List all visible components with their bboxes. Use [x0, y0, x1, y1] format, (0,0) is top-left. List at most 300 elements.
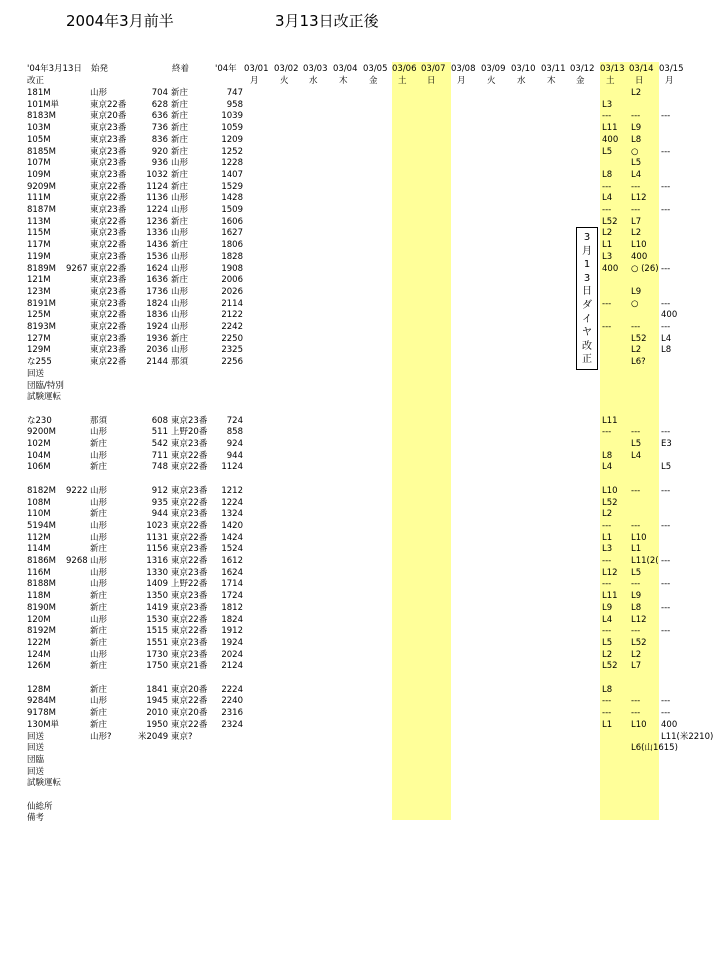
row-arrival-time: 2325 [221, 345, 243, 356]
row-departure-time: 748 [151, 462, 168, 473]
row-train-number: 102M [27, 439, 51, 449]
row-day-0313-cell: L4 [602, 193, 613, 204]
day-header-weekday: 月 [250, 76, 259, 86]
day-header-date: 03/05 [363, 64, 388, 74]
revision-note-char: ダ [582, 300, 592, 311]
row-departure-time: 1824 [146, 298, 168, 309]
row-destination: 東京22番 [171, 532, 208, 543]
row-departure-time: 1224 [146, 205, 168, 215]
row-destination: 東京23番 [171, 649, 208, 660]
row-arrival-time: 1509 [221, 205, 243, 215]
row-arrival-time: 1228 [221, 158, 243, 169]
row-origin: 山形 [90, 567, 108, 578]
row-origin: 新庄 [90, 719, 108, 730]
row-day-0313-cell: L8 [602, 684, 613, 695]
row-origin: 新庄 [90, 439, 108, 449]
row-arrival-time: 1407 [221, 169, 243, 180]
revision-note-char: 月 [582, 245, 592, 257]
day-header-weekday: 火 [280, 76, 289, 86]
row-day-0313-cell: L52 [602, 497, 618, 508]
row-destination: 東京23番 [171, 591, 208, 602]
row-day-0313-cell: L1 [602, 240, 613, 251]
row-origin: 新庄 [90, 626, 108, 637]
row-arrival-time: 2316 [221, 708, 243, 719]
row-day-0315-cell: --- [661, 205, 671, 215]
row-departure-time: 608 [151, 415, 168, 426]
row-day-0315-cell: 400 [661, 719, 678, 730]
row-destination: 東京22番 [171, 450, 208, 461]
row-arrival-time: 2256 [221, 357, 243, 368]
revision-note-char: 3 [583, 272, 591, 284]
row-train-number: 125M [27, 310, 51, 321]
row-day-0313-cell: L11 [602, 415, 618, 426]
row-departure-time: 912 [151, 485, 168, 496]
row-origin: 東京23番 [90, 134, 127, 145]
row-destination: 新庄 [171, 99, 189, 110]
row-train-number: 8182M [27, 485, 56, 496]
row-day-0313-cell: --- [602, 181, 612, 192]
row-destination: 上野20番 [171, 427, 208, 438]
row-departure-time: 1350 [146, 591, 168, 602]
day-header-date: 03/04 [333, 64, 358, 74]
row-day-0315-cell: 400 [661, 310, 678, 321]
row-destination: 東京23番 [171, 544, 208, 555]
row-day-0315-cell: --- [661, 181, 671, 192]
row-day-0313-cell: L2 [602, 509, 613, 520]
page-subtitle: 3月13日改正後 [275, 12, 379, 30]
row-origin: 東京23番 [90, 123, 127, 134]
row-origin: 新庄 [90, 591, 108, 602]
day-header-weekday: 金 [369, 76, 378, 86]
row-departure-time: 1436 [146, 240, 168, 251]
day-header-weekday: 日 [635, 76, 644, 86]
row-day-0315-cell: --- [661, 427, 671, 438]
day-header-date: 03/07 [421, 64, 446, 74]
row-origin: 新庄 [90, 462, 108, 473]
row-train-number: 120M [27, 614, 51, 625]
row-day-0313-cell: L12 [602, 567, 618, 578]
row-day-0313-cell: L10 [602, 485, 618, 496]
row-day-0313-cell: L8 [602, 450, 613, 461]
row-day-0315-cell: E3 [661, 439, 672, 449]
row-day-0313-cell: --- [602, 579, 612, 590]
row-origin: 東京23番 [90, 146, 127, 157]
row-train-number: 101M単 [27, 99, 60, 110]
row-arrival-time: 1039 [221, 111, 243, 122]
row-origin: 東京23番 [90, 158, 127, 169]
revision-note-char: 改 [582, 340, 592, 352]
row-destination: 那須 [171, 357, 189, 368]
row-departure-time: 1950 [146, 719, 168, 730]
day-header-date: 03/12 [570, 64, 595, 74]
row-departure-time: 935 [151, 497, 168, 508]
row-departure-time: 2010 [146, 708, 168, 719]
row-destination: 山形 [171, 345, 189, 356]
day-header-weekday: 火 [487, 76, 496, 86]
row-departure-time: 936 [151, 158, 168, 169]
day-header-weekday: 土 [398, 76, 407, 86]
row-arrival-time: 724 [226, 415, 243, 426]
row-destination: 山形 [171, 286, 189, 297]
row-destination: 新庄 [171, 169, 189, 180]
row-day-0314-cell: --- [631, 579, 641, 590]
row-day-0314-cell: L5 [631, 158, 642, 169]
row-train-number: 121M [27, 275, 51, 286]
row-day-0313-cell: --- [602, 626, 612, 637]
row-departure-time: 1841 [146, 684, 168, 695]
row-day-0313-cell: --- [602, 696, 612, 707]
row-departure-time: 1945 [146, 696, 168, 707]
row-train-number: 117M [27, 240, 51, 251]
row-destination: 東京20番 [171, 708, 208, 719]
row-destination: 山形 [171, 228, 189, 239]
day-header-weekday: 木 [547, 76, 556, 86]
row-origin: 新庄 [90, 544, 108, 555]
row-train-number: 8188M [27, 579, 56, 590]
row-destination: 東京22番 [171, 520, 208, 531]
row-destination: 東京22番 [171, 556, 208, 566]
day-header-date: 03/08 [451, 64, 476, 74]
revision-note-char: 3 [583, 232, 591, 243]
row-day-0314-cell: --- [631, 111, 641, 122]
row-day-0314-cell: L2 [631, 649, 642, 660]
row-day-0313-cell: L2 [602, 228, 613, 239]
row-destination: 東京22番 [171, 614, 208, 625]
row-arrival-time: 1714 [221, 579, 243, 590]
row-day-0314-cell: ○ (26) [631, 263, 659, 274]
row-origin: 山形 [90, 614, 108, 625]
row-destination: 東京20番 [171, 684, 208, 695]
row-destination: 新庄 [171, 134, 189, 145]
row-destination: 東京22番 [171, 497, 208, 508]
row-departure-time: 704 [151, 88, 168, 98]
row-day-0314-cell: L10 [631, 719, 647, 730]
row-day-0315-cell: --- [661, 111, 671, 122]
row-train-number: 123M [27, 286, 51, 297]
row-arrival-time: 2026 [221, 286, 243, 297]
revision-note-char: イ [582, 313, 592, 325]
row-day-0313-cell: L4 [602, 614, 613, 625]
row-arrival-time: 944 [226, 450, 243, 461]
row-departure-time: 米2049 [138, 731, 169, 742]
row-train-number: 8193M [27, 322, 56, 332]
row-day-0314-cell: L8 [631, 602, 642, 613]
day-header-date: 03/09 [481, 64, 506, 74]
row-origin: 東京23番 [90, 345, 127, 356]
row-destination: 山形 [171, 205, 189, 215]
row-day-0315-cell: --- [661, 708, 671, 719]
row-departure-time: 1924 [146, 322, 168, 332]
row-train-number: 8192M [27, 626, 56, 637]
row-day-0313-cell: --- [602, 520, 612, 531]
row-day-0314-cell: --- [631, 520, 641, 531]
row-origin: 東京23番 [90, 333, 127, 344]
row-train-number: 9284M [27, 696, 56, 707]
row-day-0313-cell: L2 [602, 649, 613, 660]
row-day-0315-cell: --- [661, 322, 671, 332]
row-day-0314-cell: L11(2( [631, 556, 659, 566]
row-origin: 東京23番 [90, 298, 127, 309]
row-day-0315-cell: --- [661, 696, 671, 707]
row-arrival-time: 1812 [221, 602, 243, 613]
row-train-number: 回送 [27, 368, 45, 379]
row-departure-time: 1419 [146, 602, 168, 613]
row-arrival-time: 2006 [221, 275, 243, 286]
row-destination: 東京23番 [171, 567, 208, 578]
row-alt-number: 9268 [66, 556, 88, 566]
row-day-0315-cell: --- [661, 146, 671, 157]
header-date-label: '04年3月13日 [27, 64, 82, 74]
row-origin: 東京23番 [90, 228, 127, 239]
row-day-0314-cell: L52 [631, 333, 647, 344]
row-train-number: 8190M [27, 602, 56, 613]
row-arrival-time: 1908 [221, 263, 243, 274]
row-day-0313-cell: L5 [602, 637, 613, 648]
row-day-0315-cell: L8 [661, 345, 672, 356]
row-train-number: な255 [27, 357, 52, 368]
row-arrival-time: 2324 [221, 719, 243, 730]
row-departure-time: 944 [151, 509, 168, 520]
row-departure-time: 1316 [146, 556, 168, 566]
row-origin: 那須 [90, 415, 108, 426]
row-origin: 東京23番 [90, 251, 127, 262]
row-train-number: 124M [27, 649, 51, 660]
row-origin: 東京22番 [90, 99, 127, 110]
day-header-weekday: 日 [427, 76, 436, 86]
row-train-number: 仙総所 [27, 801, 53, 812]
row-departure-time: 1236 [146, 216, 168, 227]
row-train-number: 130M単 [27, 719, 60, 730]
day-header-date: 03/02 [274, 64, 299, 74]
day-header-date: 03/01 [244, 64, 269, 74]
row-train-number: 9200M [27, 427, 56, 438]
row-train-number: 118M [27, 591, 51, 602]
row-origin: 新庄 [90, 661, 108, 672]
row-origin: 山形 [90, 696, 108, 707]
row-destination: 山形 [171, 251, 189, 262]
row-day-0313-cell: --- [602, 427, 612, 438]
row-destination: 新庄 [171, 88, 189, 98]
row-day-0313-cell: --- [602, 556, 612, 566]
row-day-0313-cell: L8 [602, 169, 613, 180]
row-day-0314-cell: --- [631, 427, 641, 438]
row-departure-time: 1750 [146, 661, 168, 672]
revision-note-char: 日 [582, 286, 592, 298]
row-origin: 東京22番 [90, 357, 127, 368]
row-arrival-time: 1724 [221, 591, 243, 602]
day-header-date: 03/15 [659, 64, 684, 74]
row-departure-time: 711 [151, 450, 168, 461]
row-destination: 新庄 [171, 333, 189, 344]
row-destination: 新庄 [171, 216, 189, 227]
row-departure-time: 2144 [146, 357, 168, 368]
row-arrival-time: 1529 [221, 181, 243, 192]
row-origin: 東京23番 [90, 205, 127, 215]
row-origin: 東京22番 [90, 216, 127, 227]
row-arrival-time: 2122 [221, 310, 243, 321]
row-origin: 東京22番 [90, 310, 127, 321]
row-origin: 東京22番 [90, 322, 127, 332]
row-departure-time: 1136 [146, 193, 168, 204]
row-origin: 東京22番 [90, 193, 127, 204]
row-departure-time: 2036 [146, 345, 168, 356]
row-train-number: 団臨/特別 [27, 380, 64, 391]
page-title: 2004年3月前半 [66, 12, 174, 30]
row-origin: 山形 [90, 532, 108, 543]
row-departure-time: 542 [151, 439, 168, 449]
row-day-0314-cell: L10 [631, 240, 647, 251]
row-origin: 東京22番 [90, 240, 127, 251]
row-day-0313-cell: L1 [602, 719, 613, 730]
row-day-0314-cell: L9 [631, 123, 642, 134]
row-origin: 山形 [90, 427, 108, 438]
row-day-0315-cell: --- [661, 520, 671, 531]
row-day-0313-cell: L52 [602, 661, 618, 672]
row-day-0315-cell: --- [661, 556, 671, 566]
row-origin: 新庄 [90, 684, 108, 695]
row-day-0314-cell: L52 [631, 637, 647, 648]
row-day-0314-cell: L7 [631, 661, 642, 672]
row-destination: 東京? [171, 731, 193, 742]
row-arrival-time: 1124 [221, 462, 243, 473]
row-train-number: 114M [27, 544, 51, 555]
row-arrival-time: 1612 [221, 556, 243, 566]
row-train-number: 8189M [27, 263, 56, 274]
row-arrival-time: 2124 [221, 661, 243, 672]
day-header-weekday: 土 [606, 76, 615, 86]
row-train-number: 回送 [27, 731, 45, 742]
row-day-0313-cell: L3 [602, 99, 613, 110]
row-train-number: 107M [27, 158, 51, 169]
row-destination: 東京23番 [171, 602, 208, 613]
row-day-0314-cell: L7 [631, 216, 642, 227]
row-departure-time: 1330 [146, 567, 168, 578]
row-origin: 東京23番 [90, 169, 127, 180]
row-day-0313-cell: 400 [602, 263, 619, 274]
row-departure-time: 1515 [146, 626, 168, 637]
row-origin: 山形 [90, 556, 108, 566]
row-destination: 新庄 [171, 275, 189, 286]
row-arrival-time: 1924 [221, 637, 243, 648]
row-day-0313-cell: --- [602, 708, 612, 719]
row-day-0314-cell: L9 [631, 286, 642, 297]
row-day-0314-cell: L9 [631, 591, 642, 602]
row-arrival-time: 2250 [221, 333, 243, 344]
row-departure-time: 1336 [146, 228, 168, 239]
row-day-0314-cell: L6? [631, 357, 646, 368]
row-train-number: 8191M [27, 298, 56, 309]
row-arrival-time: 2114 [221, 298, 243, 309]
row-departure-time: 1730 [146, 649, 168, 660]
row-destination: 山形 [171, 193, 189, 204]
row-day-0313-cell: L4 [602, 462, 613, 473]
row-day-0314-cell: L4 [631, 169, 642, 180]
row-day-0314-cell: L2 [631, 88, 642, 98]
row-train-number: 8185M [27, 146, 56, 157]
row-arrival-time: 924 [226, 439, 243, 449]
row-arrival-time: 1806 [221, 240, 243, 251]
row-departure-time: 1409 [146, 579, 168, 590]
row-train-number: 9178M [27, 708, 56, 719]
day-header-weekday: 木 [339, 76, 348, 86]
row-departure-time: 1936 [146, 333, 168, 344]
row-train-number: 試験運転 [27, 778, 62, 789]
day-header-date: 03/10 [511, 64, 536, 74]
row-train-number: 116M [27, 567, 51, 578]
row-day-0313-cell: L11 [602, 123, 618, 134]
row-origin: 山形 [90, 579, 108, 590]
row-destination: 新庄 [171, 146, 189, 157]
day-header-date: 03/11 [541, 64, 566, 74]
row-origin: 新庄 [90, 637, 108, 648]
row-arrival-time: 1828 [221, 251, 243, 262]
row-day-0314-cell: --- [631, 696, 641, 707]
row-day-0314-cell: --- [631, 322, 641, 332]
day-header-date: 03/13 [600, 64, 625, 74]
row-day-0313-cell: L52 [602, 216, 618, 227]
row-day-0313-cell: --- [602, 298, 612, 309]
row-arrival-time: 1224 [221, 497, 243, 508]
row-destination: 新庄 [171, 240, 189, 251]
row-origin: 東京22番 [90, 263, 127, 274]
row-day-0314-cell: L5 [631, 439, 642, 449]
day-header-date: 03/14 [629, 64, 654, 74]
row-train-number: 団臨 [27, 754, 45, 765]
row-arrival-time: 1420 [221, 520, 243, 531]
row-day-0314-cell: L6(山1615) [631, 743, 678, 754]
row-day-0314-cell: L2 [631, 228, 642, 239]
row-departure-time: 1624 [146, 263, 168, 274]
row-destination: 上野22番 [171, 579, 208, 590]
row-train-number: 110M [27, 509, 51, 520]
row-destination: 山形 [171, 310, 189, 321]
day-header-weekday: 月 [457, 76, 466, 86]
row-train-number: 9209M [27, 181, 56, 192]
revision-note-char: 1 [583, 259, 591, 271]
row-day-0314-cell: L2 [631, 345, 642, 356]
row-arrival-time: 2224 [221, 684, 243, 695]
row-day-0315-cell: L11(米2210) [661, 731, 714, 742]
row-day-0315-cell: --- [661, 602, 671, 613]
row-departure-time: 920 [151, 146, 168, 157]
row-day-0313-cell: L5 [602, 146, 613, 157]
header-revision-label: 改正 [27, 76, 45, 86]
row-day-0314-cell: 400 [631, 251, 648, 262]
row-departure-time: 1836 [146, 310, 168, 321]
row-arrival-time: 747 [226, 88, 243, 98]
row-day-0314-cell: ○ [631, 298, 639, 309]
row-day-0313-cell: --- [602, 205, 612, 215]
row-train-number: 108M [27, 497, 51, 508]
row-train-number: 106M [27, 462, 51, 473]
row-train-number: 113M [27, 216, 51, 227]
row-origin: 新庄 [90, 509, 108, 520]
row-day-0315-cell: --- [661, 626, 671, 637]
row-origin: 山形 [90, 485, 108, 496]
row-train-number: 8187M [27, 205, 56, 215]
row-train-number: 5194M [27, 520, 56, 531]
row-destination: 東京22番 [171, 626, 208, 637]
row-day-0314-cell: --- [631, 485, 641, 496]
row-day-0313-cell: --- [602, 322, 612, 332]
day-header-date: 03/03 [303, 64, 328, 74]
row-day-0314-cell: --- [631, 181, 641, 192]
row-day-0314-cell: L5 [631, 567, 642, 578]
row-train-number: 103M [27, 123, 51, 134]
weekend-column-0306 [392, 62, 421, 820]
row-origin: 山形 [90, 497, 108, 508]
row-train-number: 回送 [27, 743, 45, 754]
